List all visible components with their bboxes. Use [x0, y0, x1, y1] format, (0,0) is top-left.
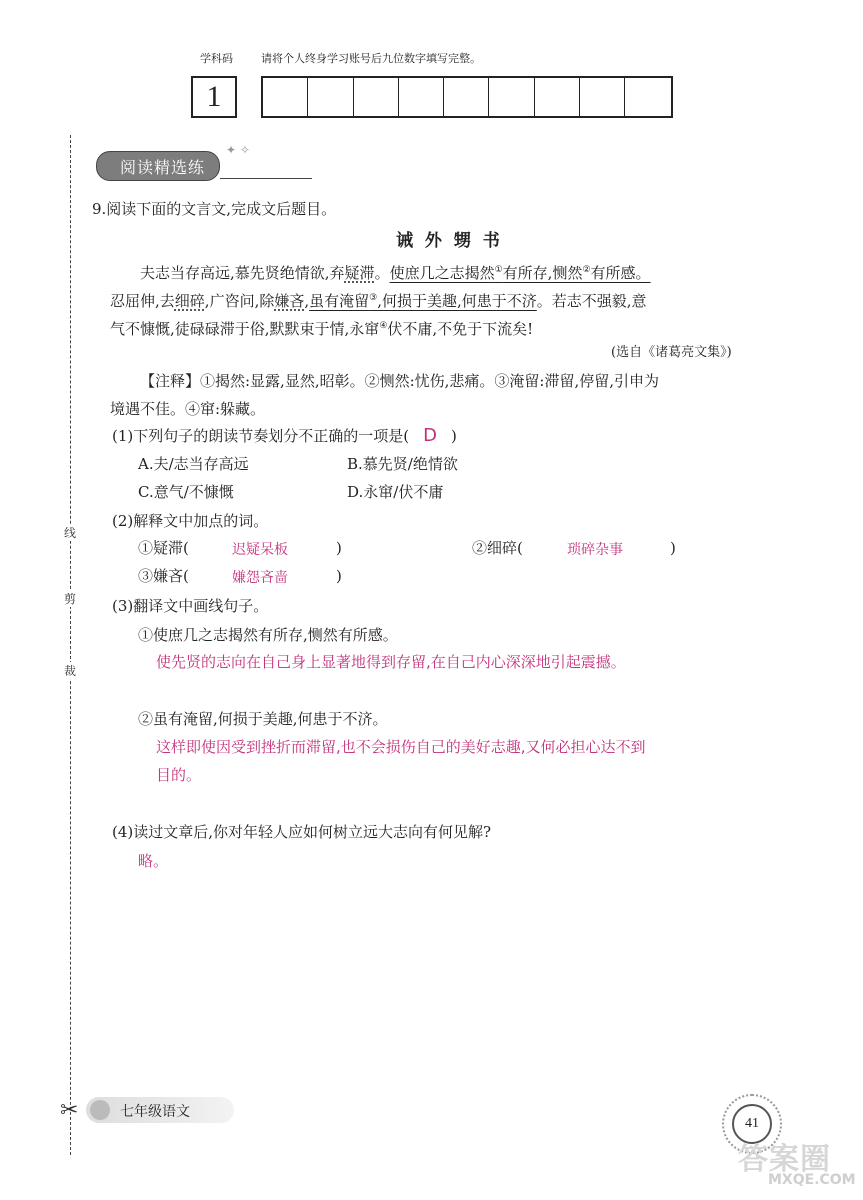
- dotted-word-yizhi: 疑滞: [344, 264, 375, 282]
- passage-line-1: 夫志当存高远,慕先贤绝情欲,弃疑滞。使庶几之志揭然①有所存,恻然②有所感。: [140, 264, 651, 282]
- q4-answer: 略。: [138, 852, 169, 870]
- q1-option-a: A.夫/志当存高远: [138, 455, 249, 473]
- page-number: 41: [732, 1104, 772, 1144]
- passage-source: (选自《诸葛亮文集》): [611, 345, 732, 360]
- section-divider: [220, 178, 312, 179]
- q4-prompt: (4)读过文章后,你对年轻人应如何树立远大志向有何见解?: [112, 823, 492, 841]
- underlined-sentence-2: 虽有淹留③,何损于美趣,何患于不济: [309, 292, 537, 310]
- watermark-url: MXQE.COM: [768, 1172, 856, 1188]
- id-instruction: 请将个人终身学习账号后九位数字填写完整。: [261, 52, 481, 65]
- q3-answer-1: 使先贤的志向在自己身上显著地得到存留,在自己内心深深地引起震撼。: [156, 653, 626, 671]
- q1-option-c: C.意气/不慷慨: [138, 483, 234, 501]
- dotted-word-xianlin: 嫌吝: [274, 292, 305, 310]
- id-digit-cell[interactable]: [489, 78, 534, 116]
- q3-answer-2-line-1: 这样即使因受到挫折而滞留,也不会损伤自己的美好志趣,又何必担心达不到: [156, 738, 646, 756]
- q1-option-b: B.慕先贤/绝情欲: [347, 455, 458, 473]
- cut-line: [70, 135, 71, 1155]
- passage-line-3: 气不慷慨,徒碌碌滞于俗,默默束于情,永窜④伏不庸,不免于下流矣!: [110, 320, 534, 338]
- learning-account-id-boxes[interactable]: [261, 76, 673, 118]
- dotted-word-xisui: 细碎: [174, 292, 205, 310]
- q2-close-1: ): [336, 539, 342, 557]
- q2-close-3: ): [336, 567, 342, 585]
- q2-answer-2: 琐碎杂事: [567, 542, 623, 558]
- question-prompt: 9.阅读下面的文言文,完成文后题目。: [92, 200, 337, 218]
- q2-close-2: ): [670, 539, 676, 557]
- notes-line-1: 【注释】①揭然:显露,显然,昭彰。②恻然:忧伤,悲痛。③淹留:滞留,停留,引申为: [140, 372, 660, 390]
- underlined-sentence-1: 使庶几之志揭然①有所存,恻然②有所感。: [389, 264, 651, 282]
- q1-answer: D: [423, 425, 437, 446]
- q2-prompt: (2)解释文中加点的词。: [112, 512, 269, 530]
- q3-answer-2-line-2: 目的。: [156, 766, 202, 784]
- q3-sentence-2: ②虽有淹留,何损于美趣,何患于不济。: [138, 710, 388, 728]
- q2-item-3: ③嫌吝(: [138, 567, 189, 585]
- id-digit-cell[interactable]: [263, 78, 308, 116]
- subject-code-box: 1: [191, 76, 237, 118]
- notes-line-2: 境遇不佳。④窜:躲藏。: [110, 400, 266, 418]
- sparkle-icon: ✦ ✧: [226, 143, 250, 157]
- q1-option-d: D.永窜/伏不庸: [347, 483, 444, 501]
- q2-item-2: ②细碎(: [472, 539, 523, 557]
- q2-answer-3: 嫌怨吝啬: [232, 570, 288, 586]
- id-digit-cell[interactable]: [535, 78, 580, 116]
- q2-answer-1: 迟疑呆板: [232, 542, 288, 558]
- q2-item-1: ①疑滞(: [138, 539, 189, 557]
- passage-line-2: 忍屈伸,去细碎,广咨问,除嫌吝,虽有淹留③,何损于美趣,何患于不济。若志不强毅,意: [110, 292, 647, 310]
- q3-sentence-1: ①使庶几之志揭然有所存,恻然有所感。: [138, 626, 398, 644]
- cut-mark-line: 线: [58, 524, 82, 541]
- id-digit-cell[interactable]: [308, 78, 353, 116]
- id-digit-cell[interactable]: [444, 78, 489, 116]
- footer-dot-icon: [90, 1100, 110, 1120]
- passage-title: 诫 外 甥 书: [396, 231, 503, 251]
- watermark-logo: 答案圈: [738, 1142, 831, 1177]
- id-digit-cell[interactable]: [354, 78, 399, 116]
- cut-mark-cut: 剪: [58, 590, 82, 607]
- q3-prompt: (3)翻译文中画线句子。: [112, 597, 269, 615]
- q1-prompt: (1)下列句子的朗读节奏划分不正确的一项是( D ): [112, 425, 457, 446]
- subject-code-label: 学科码: [200, 52, 233, 65]
- id-digit-cell[interactable]: [580, 78, 625, 116]
- scissors-icon: ✂: [60, 1098, 79, 1123]
- cut-mark-trim: 裁: [58, 662, 82, 679]
- id-digit-cell[interactable]: [625, 78, 670, 116]
- id-digit-cell[interactable]: [399, 78, 444, 116]
- grade-subject: 七年级语文: [120, 1104, 190, 1120]
- section-tag: 阅读精选练: [120, 158, 206, 177]
